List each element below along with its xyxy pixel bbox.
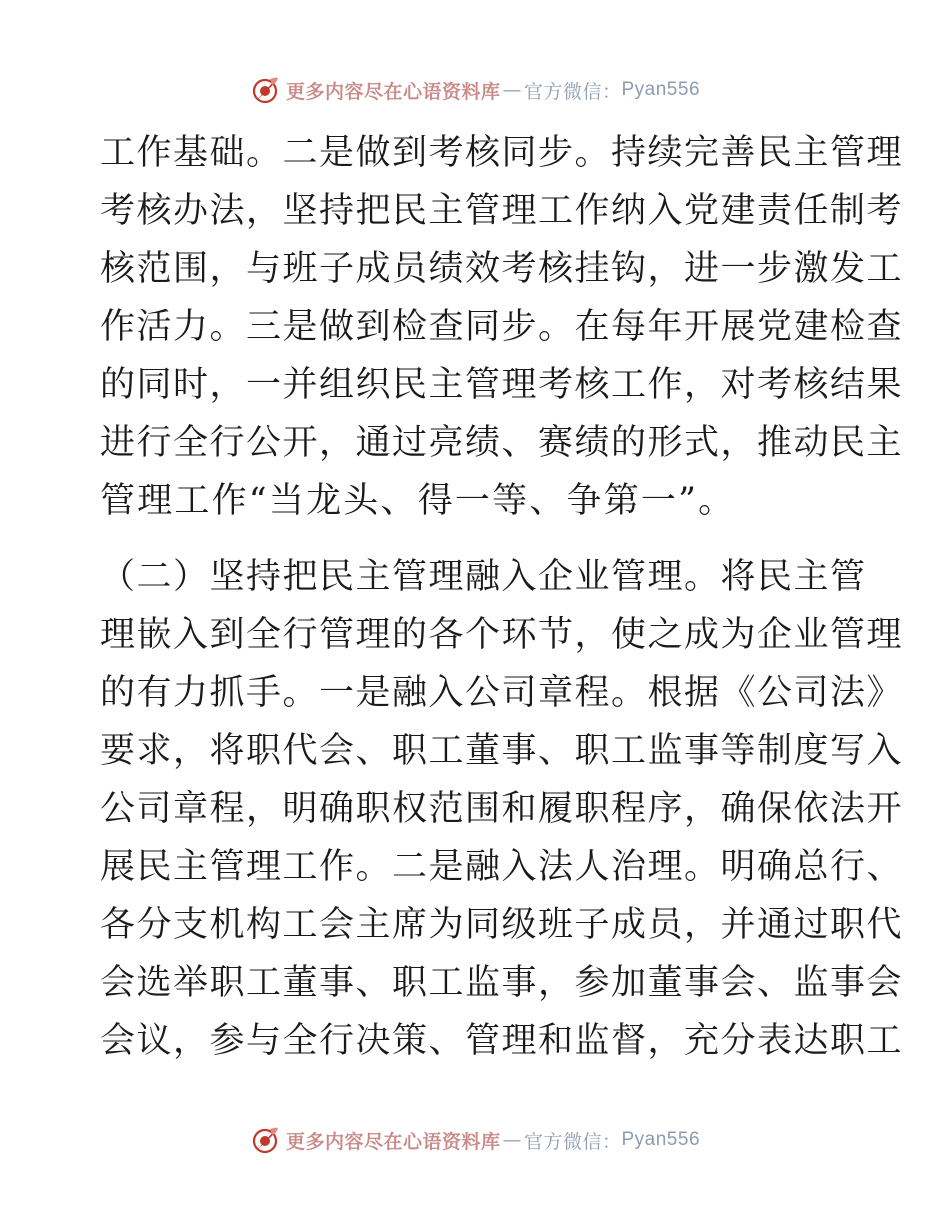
paragraph-1 bbox=[100, 124, 904, 530]
watermark-wechat-id: Pyan556 bbox=[621, 1129, 701, 1150]
text-line: 的同时，一并组织民主管理考核工作，对考核结果 bbox=[100, 365, 904, 405]
text-line: 公司章程，明确职权范围和履职程序，确保依法开 bbox=[100, 789, 904, 829]
document-body bbox=[100, 124, 904, 1070]
quill-logo-icon bbox=[250, 1125, 280, 1155]
watermark-brand-text: 更多内容尽在心语资料库 bbox=[285, 1130, 501, 1153]
watermark-label: 官方微信： bbox=[523, 80, 622, 103]
text-line: 工作基础。二是做到考核同步。持续完善民主管理 bbox=[100, 133, 904, 173]
text-line: 会议，参与全行决策、管理和监督，充分表达职工 bbox=[100, 1021, 904, 1061]
text-line: 考核办法，坚持把民主管理工作纳入党建责任制考 bbox=[100, 191, 904, 231]
watermark-dash: — bbox=[502, 79, 522, 101]
text-line: 核范围，与班子成员绩效考核挂钩，进一步激发工 bbox=[100, 249, 904, 289]
section-heading-line: （二）坚持把民主管理融入企业管理。将民主管 bbox=[100, 557, 867, 597]
watermark-wechat-id: Pyan556 bbox=[621, 79, 701, 100]
quill-logo-icon bbox=[250, 75, 280, 105]
text-line: 理嵌入到全行管理的各个环节，使之成为企业管理 bbox=[100, 615, 904, 655]
text-line: 作活力。三是做到检查同步。在每年开展党建检查 bbox=[100, 307, 904, 347]
text-line: 展民主管理工作。二是融入法人治理。明确总行、 bbox=[100, 847, 904, 887]
paragraph-2 bbox=[100, 548, 904, 1070]
text-line: 各分支机构工会主席为同级班子成员，并通过职代 bbox=[100, 905, 904, 945]
text-line: 要求，将职代会、职工董事、职工监事等制度写入 bbox=[100, 731, 904, 771]
text-line: 的有力抓手。一是融入公司章程。根据《公司法》 bbox=[100, 673, 904, 713]
text-line: 会选举职工董事、职工监事，参加董事会、监事会 bbox=[100, 963, 904, 1003]
header-watermark bbox=[0, 72, 950, 108]
paragraph-spacer bbox=[100, 530, 850, 548]
watermark-brand-text: 更多内容尽在心语资料库 bbox=[285, 80, 501, 103]
watermark-label: 官方微信： bbox=[523, 1130, 622, 1153]
text-line: 进行全行公开，通过亮绩、赛绩的形式，推动民主 bbox=[100, 423, 904, 463]
text-line: 管理工作“当龙头、得一等、争第一”。 bbox=[100, 481, 736, 521]
footer-watermark bbox=[0, 1122, 950, 1158]
watermark-dash: — bbox=[502, 1129, 522, 1151]
